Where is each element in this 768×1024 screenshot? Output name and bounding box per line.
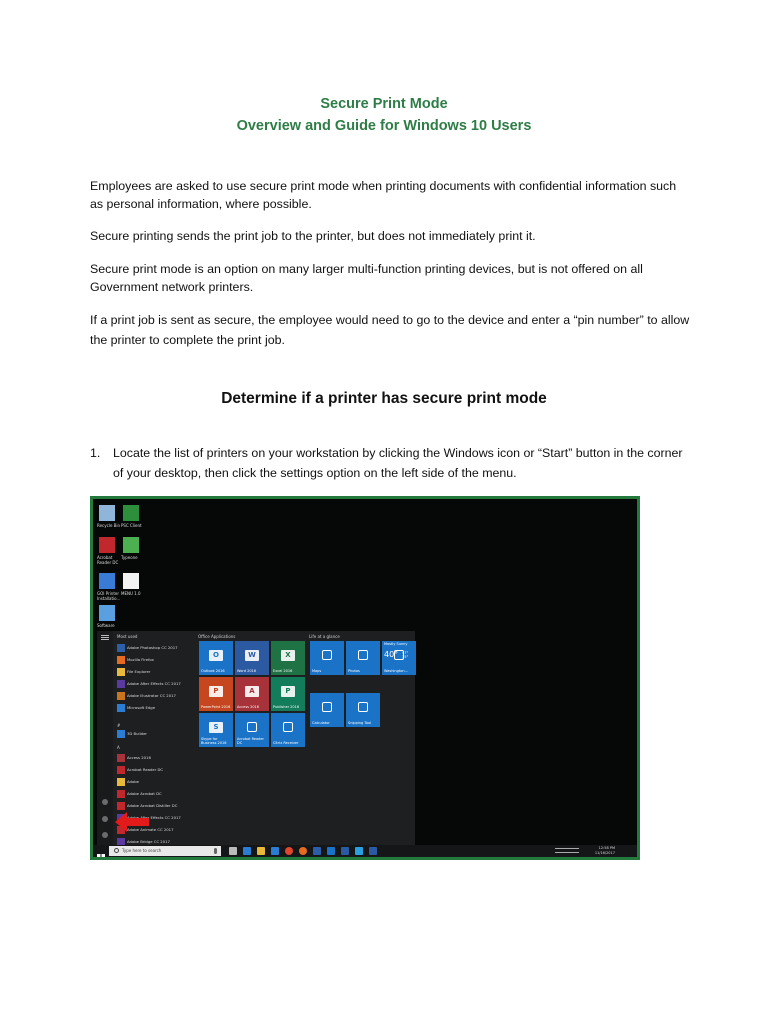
app-label: Adobe After Effects CC 2017: [127, 815, 181, 820]
tile-label: Washington...: [384, 669, 408, 673]
acrobat-icon[interactable]: [99, 537, 115, 553]
app-list-item[interactable]: [115, 655, 195, 665]
weather-temp: 40°: [384, 650, 399, 659]
app-list-item[interactable]: [115, 753, 195, 763]
app-label: Adobe: [127, 779, 140, 784]
app-list-item[interactable]: [115, 643, 195, 653]
word-doc-icon[interactable]: [369, 847, 377, 855]
app-list-item[interactable]: [115, 777, 195, 787]
tile-label: Calculator: [312, 721, 330, 725]
app-icon: [117, 680, 125, 688]
start-tile[interactable]: [310, 693, 344, 727]
search-placeholder: Type here to search: [122, 848, 162, 853]
clock-time: 12:58 PM: [598, 846, 615, 850]
user-icon[interactable]: [102, 799, 108, 805]
tile-label: Skype for Business 2016: [201, 737, 227, 745]
life-group-label: Life at a glance: [309, 634, 340, 639]
app-icon: [117, 656, 125, 664]
doc-title: Secure Print Mode: [320, 96, 448, 112]
start-tile[interactable]: [346, 693, 380, 727]
app-list-item[interactable]: [115, 703, 195, 713]
tile-label: Photos: [348, 669, 360, 673]
tile-app-icon: X: [281, 650, 295, 661]
tile-app-icon: [322, 650, 332, 660]
tile-app-icon: P: [281, 686, 295, 697]
file-explorer-icon[interactable]: [257, 847, 265, 855]
start-tile[interactable]: [271, 713, 305, 747]
app-label: Adobe Animate CC 2017: [127, 827, 174, 832]
start-tile[interactable]: [310, 641, 344, 675]
edge-icon[interactable]: [243, 847, 251, 855]
windows-start-menu-screenshot: [90, 496, 640, 860]
tile-label: Publisher 2016: [273, 705, 300, 709]
desktop-icon-label: Typeone: [121, 555, 138, 560]
tile-app-icon: P: [209, 686, 223, 697]
start-tile[interactable]: [199, 713, 233, 747]
tile-app-icon: S: [209, 722, 223, 733]
app-icon: [117, 644, 125, 652]
tile-label: Word 2016: [237, 669, 257, 673]
app-label: 3D Builder: [127, 731, 147, 736]
pin-paragraph: If a print job is sent as secure, the employee would need to go to the device and enter a “pin number” to allow the printer to complete the print job.: [90, 313, 690, 347]
app-list-item[interactable]: [115, 801, 195, 811]
tile-app-icon: [358, 702, 368, 712]
desktop-icon-label: PSC Client: [121, 523, 142, 528]
microphone-icon[interactable]: [214, 848, 217, 854]
secure-printing-paragraph: Secure printing sends the print job to the printer, but does not immediately print it.: [90, 229, 536, 243]
start-tile[interactable]: [235, 677, 269, 711]
app-label: Acrobat Reader DC: [127, 767, 164, 772]
red-arrow-pointer: [115, 812, 149, 832]
outlook-icon[interactable]: [327, 847, 335, 855]
printer-install-icon[interactable]: [99, 573, 115, 589]
taskbar: [93, 845, 637, 857]
app-label: Access 2016: [127, 755, 151, 760]
app-list-item[interactable]: [115, 765, 195, 775]
power-icon[interactable]: [102, 832, 108, 838]
start-tile[interactable]: [199, 641, 233, 675]
app-icon: [117, 754, 125, 762]
app-list-item[interactable]: [115, 679, 195, 689]
recycle-bin-icon[interactable]: [99, 505, 115, 521]
start-menu-rail: [97, 631, 113, 850]
tile-label: Acrobat Reader DC: [237, 737, 264, 745]
weather-hi-lo: 47° 35°: [402, 651, 409, 659]
software-icon[interactable]: [99, 605, 115, 621]
tile-label: Maps: [312, 669, 322, 673]
app-list-item[interactable]: [115, 691, 195, 701]
app-icon: [117, 778, 125, 786]
most-used-label: Most used: [117, 634, 138, 639]
step-text: Locate the list of printers on your workstation by clicking the Windows icon or “Start” button in the corner of your desktop, then click the settings option on the left side of the menu.: [113, 446, 683, 480]
start-tile[interactable]: [271, 641, 305, 675]
start-tile[interactable]: [271, 677, 305, 711]
tile-label: Access 2016: [237, 705, 260, 709]
tile-label: PowerPoint 2016: [201, 705, 231, 709]
tile-label: Snipping Tool: [348, 721, 372, 725]
task-view-icon[interactable]: [229, 847, 237, 855]
photoshop-icon[interactable]: [313, 847, 321, 855]
desktop-icon-label: MENU 1.0: [121, 591, 141, 596]
weather-condition: Mostly Sunny: [384, 642, 408, 646]
intro-paragraph: Employees are asked to use secure print mode when printing documents with confidential information such as personal information, where possible.: [90, 179, 677, 211]
desktop-icon-label: Recycle Bin: [97, 523, 121, 528]
start-tile[interactable]: [346, 641, 380, 675]
app-label: Adobe Bridge CC 2017: [127, 839, 170, 844]
clock-date: 11/16/2017: [594, 851, 615, 855]
app-icon: [117, 704, 125, 712]
start-tile[interactable]: [235, 641, 269, 675]
firefox-icon[interactable]: [299, 847, 307, 855]
app-list-item[interactable]: [115, 789, 195, 799]
app-icon: [117, 730, 125, 738]
settings-gear-icon[interactable]: [102, 816, 108, 822]
app-label: Mozilla Firefox: [127, 657, 154, 662]
tile-app-icon: [247, 722, 257, 732]
tile-label: Citrix Receiver: [273, 741, 299, 745]
section-label-hash: #: [117, 723, 121, 728]
mail-icon[interactable]: [271, 847, 279, 855]
tile-label: Outlook 2016: [201, 669, 225, 673]
tile-app-icon: [358, 650, 368, 660]
start-tile[interactable]: [235, 713, 269, 747]
app-icon: [117, 802, 125, 810]
tile-label: Excel 2016: [273, 669, 293, 673]
section-heading: Determine if a printer has secure print mode: [221, 390, 547, 407]
app-label: File Explorer: [127, 669, 151, 674]
app-label: Adobe Photoshop CC 2017: [127, 645, 178, 650]
word-icon[interactable]: [341, 847, 349, 855]
skype-icon[interactable]: [355, 847, 363, 855]
doc-subtitle: Overview and Guide for Windows 10 Users: [236, 118, 532, 134]
typeone-icon[interactable]: [123, 537, 139, 553]
availability-paragraph: Secure print mode is an option on many larger multi-function printing devices, but is not offered on all Government network printers.: [90, 262, 643, 294]
desktop-icon-label: Acrobat Reader DC: [97, 555, 119, 565]
app-icon: [117, 790, 125, 798]
tile-app-icon: W: [245, 650, 259, 661]
system-tray-icons[interactable]: [555, 848, 579, 853]
windows-start-icon[interactable]: [97, 847, 105, 855]
app-list-item[interactable]: [115, 667, 195, 677]
app-icon: [117, 692, 125, 700]
menu-icon[interactable]: [123, 573, 139, 589]
app-label: Adobe Acrobat Distiller DC: [127, 803, 178, 808]
section-label-a: A: [117, 745, 120, 750]
app-label: Adobe Illustrator CC 2017: [127, 693, 176, 698]
psc-client-icon[interactable]: [123, 505, 139, 521]
tile-app-icon: [322, 702, 332, 712]
weather-tile-text[interactable]: [382, 641, 416, 675]
chrome-icon[interactable]: [285, 847, 293, 855]
tile-app-icon: [283, 722, 293, 732]
desktop-icon-label: GOI Printer Installatio...: [97, 591, 121, 601]
app-label: Adobe After Effects CC 2017: [127, 681, 181, 686]
app-icon: [117, 668, 125, 676]
app-label: Microsoft Edge: [127, 705, 156, 710]
search-icon: [114, 848, 119, 853]
taskbar-clock[interactable]: [595, 846, 615, 856]
office-group-label: Office Applications: [198, 634, 236, 639]
hamburger-icon[interactable]: [101, 635, 109, 636]
tile-app-icon: O: [209, 650, 223, 661]
step-number: 1.: [90, 446, 101, 460]
taskbar-search-box[interactable]: [109, 846, 221, 856]
desktop-icon-label: Software: [97, 623, 115, 628]
app-list-item[interactable]: [115, 729, 195, 739]
tile-app-icon: A: [245, 686, 259, 697]
app-label: Adobe Acrobat DC: [127, 791, 162, 796]
start-tile[interactable]: [199, 677, 233, 711]
app-icon: [117, 766, 125, 774]
